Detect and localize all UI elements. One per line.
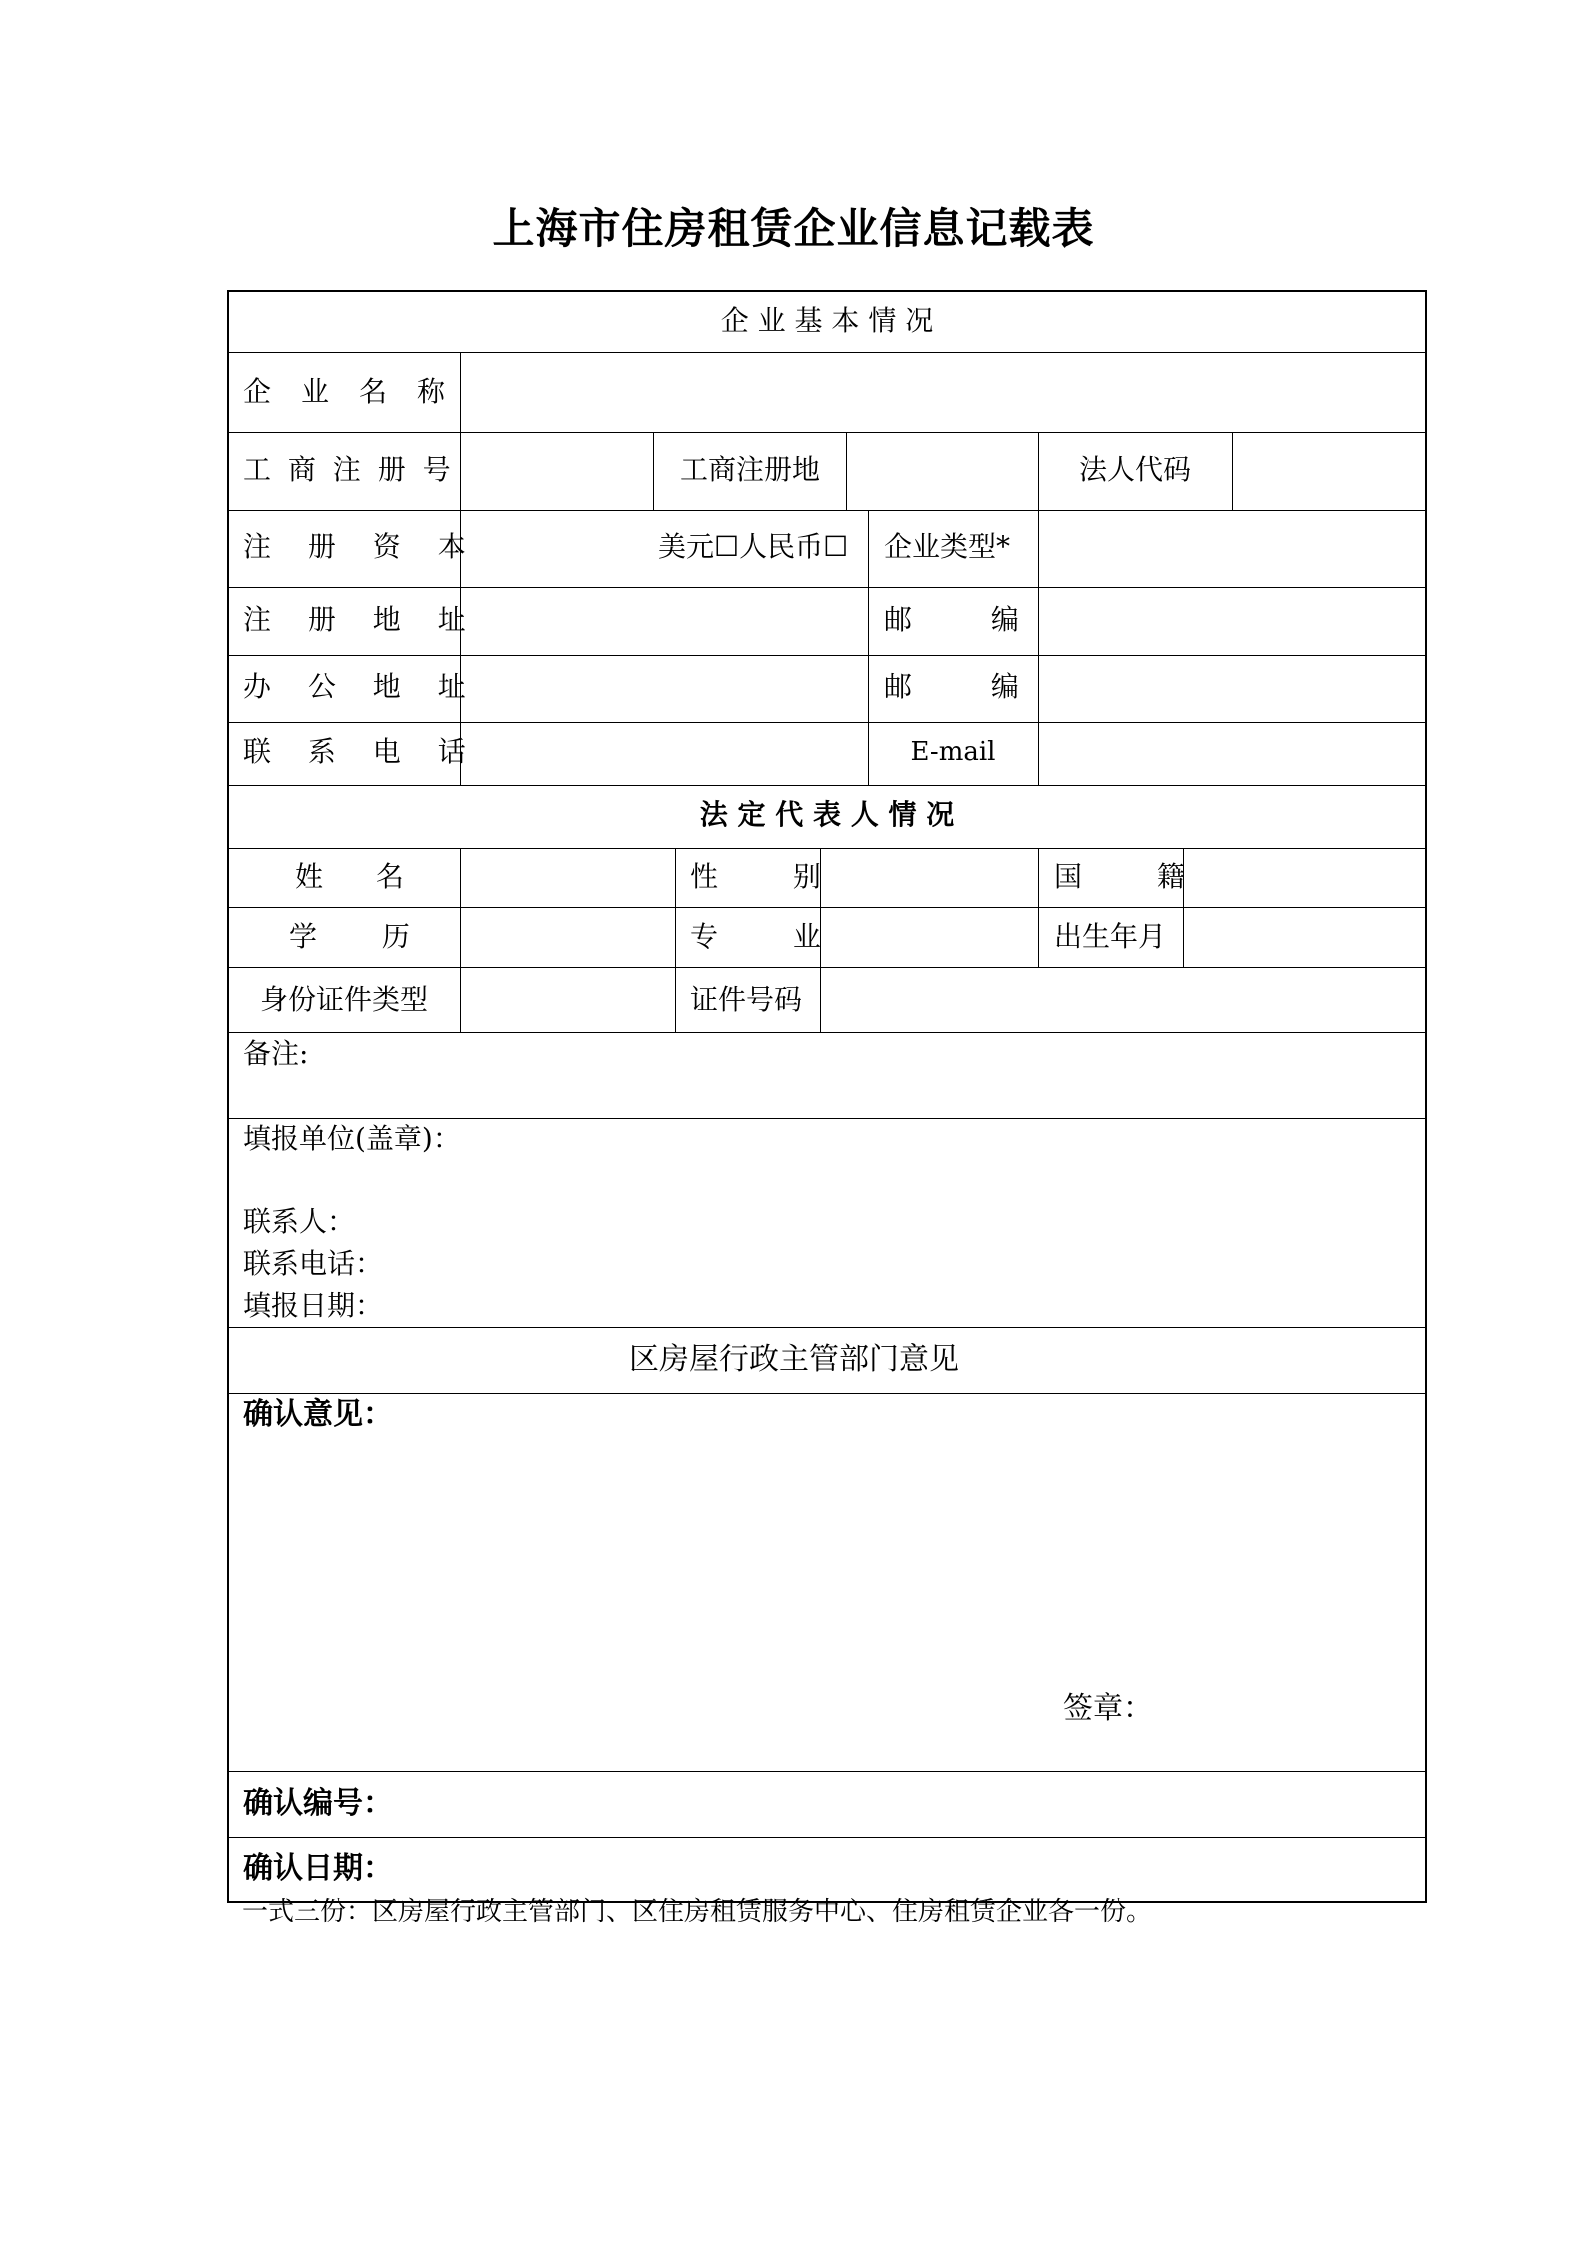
id-type-field[interactable] [462,969,674,1031]
label-reg-no: 工 商 注 册 号 [243,453,455,486]
company-name-field[interactable] [462,354,1422,430]
section-legal-header: 法 定 代 表 人 情 况 [699,798,955,831]
label-char: 企 [243,375,272,408]
footnote: 一式三份：区房屋行政主管部门、区住房租赁服务中心、住房租赁企业各一份。 [242,1897,1153,1927]
label-phone: 联 系 电 话 [243,735,480,768]
postcode-2-field[interactable] [1040,657,1424,721]
company-type-field[interactable] [1040,512,1424,586]
label-char: 称 [416,375,445,408]
filler-phone-label: 联系电话： [243,1247,384,1280]
label-birth: 出生年月 [1054,920,1167,953]
reg-no-field[interactable] [462,434,652,508]
phone-field[interactable] [462,724,866,784]
label-gender: 性 别 [690,860,821,893]
legal-name-field[interactable] [462,850,674,906]
currency-options[interactable]: 美元☐人民币☐ [658,530,849,563]
confirm-number-label: 确认编号： [243,1786,393,1821]
email-field[interactable] [1040,724,1424,784]
major-field[interactable] [822,909,1036,965]
confirm-opinion-label: 确认意见： [243,1397,393,1432]
label-reg-place: 工商注册地 [679,453,820,486]
remarks-label: 备注: [243,1037,309,1070]
filler-unit-label: 填报单位(盖章)： [243,1122,461,1155]
label-nationality: 国 籍 [1054,860,1185,893]
confirm-date-label: 确认日期： [243,1851,393,1886]
confirm-seal-label: 签章： [1063,1691,1153,1726]
postcode-1-field[interactable] [1040,589,1424,653]
label-char: 业 [300,375,329,408]
label-legal-name: 姓 名 [295,860,404,893]
section-basic-header: 企 业 基 本 情 况 [720,304,934,337]
label-postcode-2: 邮 编 [884,670,1019,703]
office-address-field[interactable] [462,657,866,721]
label-email: E-mail [910,737,996,767]
label-office-address: 办 公 地 址 [243,670,480,703]
section-dept-header: 区房屋行政主管部门意见 [629,1342,959,1377]
label-company-name [243,375,445,409]
id-no-field[interactable] [822,969,1424,1031]
label-education: 学 历 [289,920,410,953]
label-legal-code: 法人代码 [1078,453,1191,486]
reg-place-field[interactable] [848,434,1036,508]
label-id-type: 身份证件类型 [259,983,428,1016]
legal-code-field[interactable] [1234,434,1424,508]
label-char: 名 [358,375,387,408]
reg-address-field[interactable] [462,589,866,653]
label-reg-capital: 注 册 资 本 [243,530,480,563]
label-reg-address: 注 册 地 址 [243,603,480,636]
gender-field[interactable] [822,850,1036,906]
nationality-field[interactable] [1185,850,1423,906]
label-postcode-1: 邮 编 [884,603,1019,636]
education-field[interactable] [462,909,674,965]
label-company-type: 企业类型* [884,530,1011,563]
label-id-no: 证件号码 [690,983,803,1016]
label-major: 专 业 [690,920,821,953]
birth-field[interactable] [1185,909,1423,965]
page-title: 上海市住房租赁企业信息记载表 [492,204,1095,253]
filler-contact-label: 联系人： [243,1205,356,1238]
filler-date-label: 填报日期： [243,1289,384,1322]
